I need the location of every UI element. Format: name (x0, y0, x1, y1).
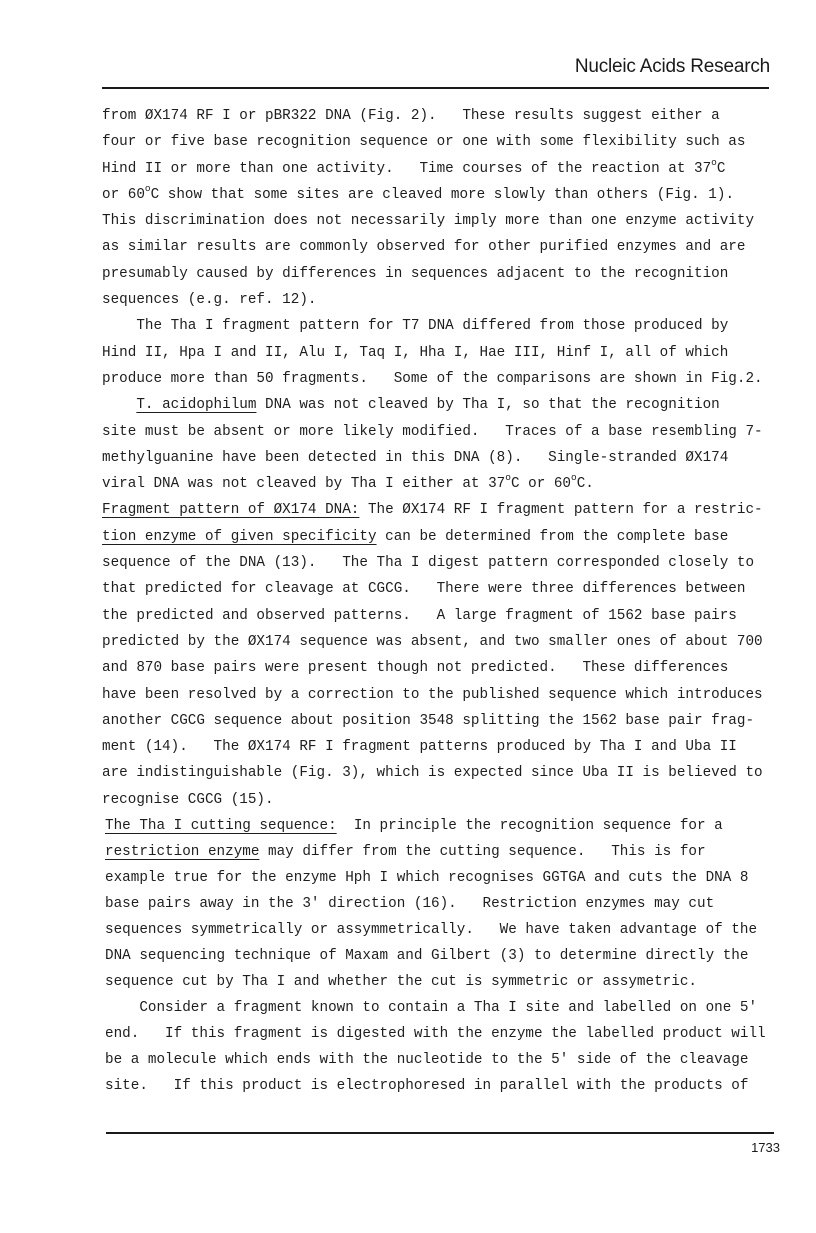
text-line: four or five base recognition sequence or one with some flexibility such as (102, 134, 746, 151)
text-line: are indistinguishable (Fig. 3), which is expected since Uba II is believed to (102, 765, 763, 782)
degree-superscript: o (144, 182, 151, 194)
text-line: and 870 base pairs were present though not predicted. These differences (102, 660, 729, 677)
text-line: site. If this product is electrophoresed in parallel with the products of (105, 1078, 749, 1095)
text-span: In principle the recognition sequence for a (336, 818, 723, 835)
text-span: C (716, 160, 726, 177)
text-span: C or 60 (510, 476, 572, 493)
text-line: recognise CGCG (15). (102, 791, 274, 808)
footer-rule (106, 1132, 774, 1134)
text-line: Consider a fragment known to contain a Tha I site and labelled on one 5' (105, 1000, 758, 1017)
text-line: sequence cut by Tha I and whether the cut is symmetric or assymetric. (105, 974, 697, 991)
text-line (105, 813, 777, 839)
body-text (102, 103, 774, 1099)
degree-superscript: o (711, 156, 717, 168)
text-line: DNA sequencing technique of Maxam and Gilbert (3) to determine directly the (105, 948, 749, 965)
text-line: the predicted and observed patterns. A large fragment of 1562 base pairs (102, 607, 737, 624)
text-line: ment (14). The ØX174 RF I fragment patterns produced by Tha I and Uba II (102, 739, 737, 756)
text-line: that predicted for cleavage at CGCG. There were three differences between (102, 581, 746, 598)
text-line (102, 471, 774, 497)
text-line: as similar results are commonly observed for other purified enzymes and are (102, 239, 746, 256)
section-heading: tion enzyme of given specificity (102, 528, 377, 545)
text-line: sequence of the DNA (13). The Tha I digest pattern corresponded closely to (102, 555, 755, 572)
page-number: 1733 (751, 1140, 780, 1155)
text-line: another CGCG sequence about position 3548 splitting the 1562 base pair frag- (102, 712, 755, 729)
text-line: end. If this fragment is digested with the enzyme the labelled product will (105, 1026, 766, 1043)
text-span: or 60 (102, 186, 145, 203)
text-line: be a molecule which ends with the nucleotide to the 5' side of the cleavage (105, 1052, 749, 1069)
text-line: predicted by the ØX174 sequence was absent, and two smaller ones of about 700 (102, 633, 763, 650)
section-heading: Fragment pattern of ØX174 DNA: (102, 502, 360, 519)
species-name: T. acidophilum (136, 397, 257, 414)
section-heading: restriction enzyme (105, 844, 260, 861)
text-line: presumably caused by differences in sequences adjacent to the recognition (102, 265, 729, 282)
text-line: sequences symmetrically or assymmetrically. We have taken advantage of the (105, 922, 758, 939)
text-span: C. (576, 476, 594, 493)
text-span: Hind II or more than one activity. Time courses of the reaction at 37 (102, 160, 712, 177)
text-line: methylguanine have been detected in this DNA (8). Single-stranded ØX174 (102, 449, 729, 466)
text-line: produce more than 50 fragments. Some of the comparisons are shown in Fig.2. (102, 370, 763, 387)
text-line (102, 156, 774, 182)
text-line: site must be absent or more likely modified. Traces of a base resembling 7- (102, 423, 763, 440)
text-line: example true for the enzyme Hph I which recognises GGTGA and cuts the DNA 8 (105, 870, 749, 887)
text-span: viral DNA was not cleaved by Tha I either at 37 (102, 476, 506, 493)
text-span: may differ from the cutting sequence. This is for (259, 844, 706, 861)
text-line: sequences (e.g. ref. 12). (102, 292, 317, 309)
section-cutting-sequence (105, 813, 777, 1099)
text-line (102, 497, 774, 523)
text-span: can be determined from the complete base (376, 528, 729, 545)
text-line (105, 839, 777, 865)
section-heading: The Tha I cutting sequence: (105, 818, 337, 835)
journal-header: Nucleic Acids Research (574, 56, 770, 77)
text-line (102, 392, 774, 418)
text-span: DNA was not cleaved by Tha I, so that the recognition (256, 397, 720, 414)
text-line: This discrimination does not necessarily imply more than one enzyme activity (102, 213, 755, 230)
header-rule (102, 87, 769, 89)
text-line: Hind II, Hpa I and II, Alu I, Taq I, Hha I, Hae III, Hinf I, all of which (102, 344, 729, 361)
text-line: The Tha I fragment pattern for T7 DNA differed from those produced by (102, 318, 729, 335)
degree-superscript: o (505, 472, 511, 484)
degree-superscript: o (571, 472, 577, 484)
text-line (102, 182, 774, 208)
text-span: The ØX174 RF I fragment pattern for a restric- (359, 502, 763, 519)
text-line (102, 524, 774, 550)
text-span: C show that some sites are cleaved more slowly than others (Fig. 1). (150, 186, 735, 203)
text-span (102, 397, 136, 413)
text-line: have been resolved by a correction to the published sequence which introduces (102, 686, 763, 703)
text-line: base pairs away in the 3' direction (16). Restriction enzymes may cut (105, 896, 715, 913)
text-line: from ØX174 RF I or pBR322 DNA (Fig. 2). These results suggest either a (102, 108, 720, 124)
